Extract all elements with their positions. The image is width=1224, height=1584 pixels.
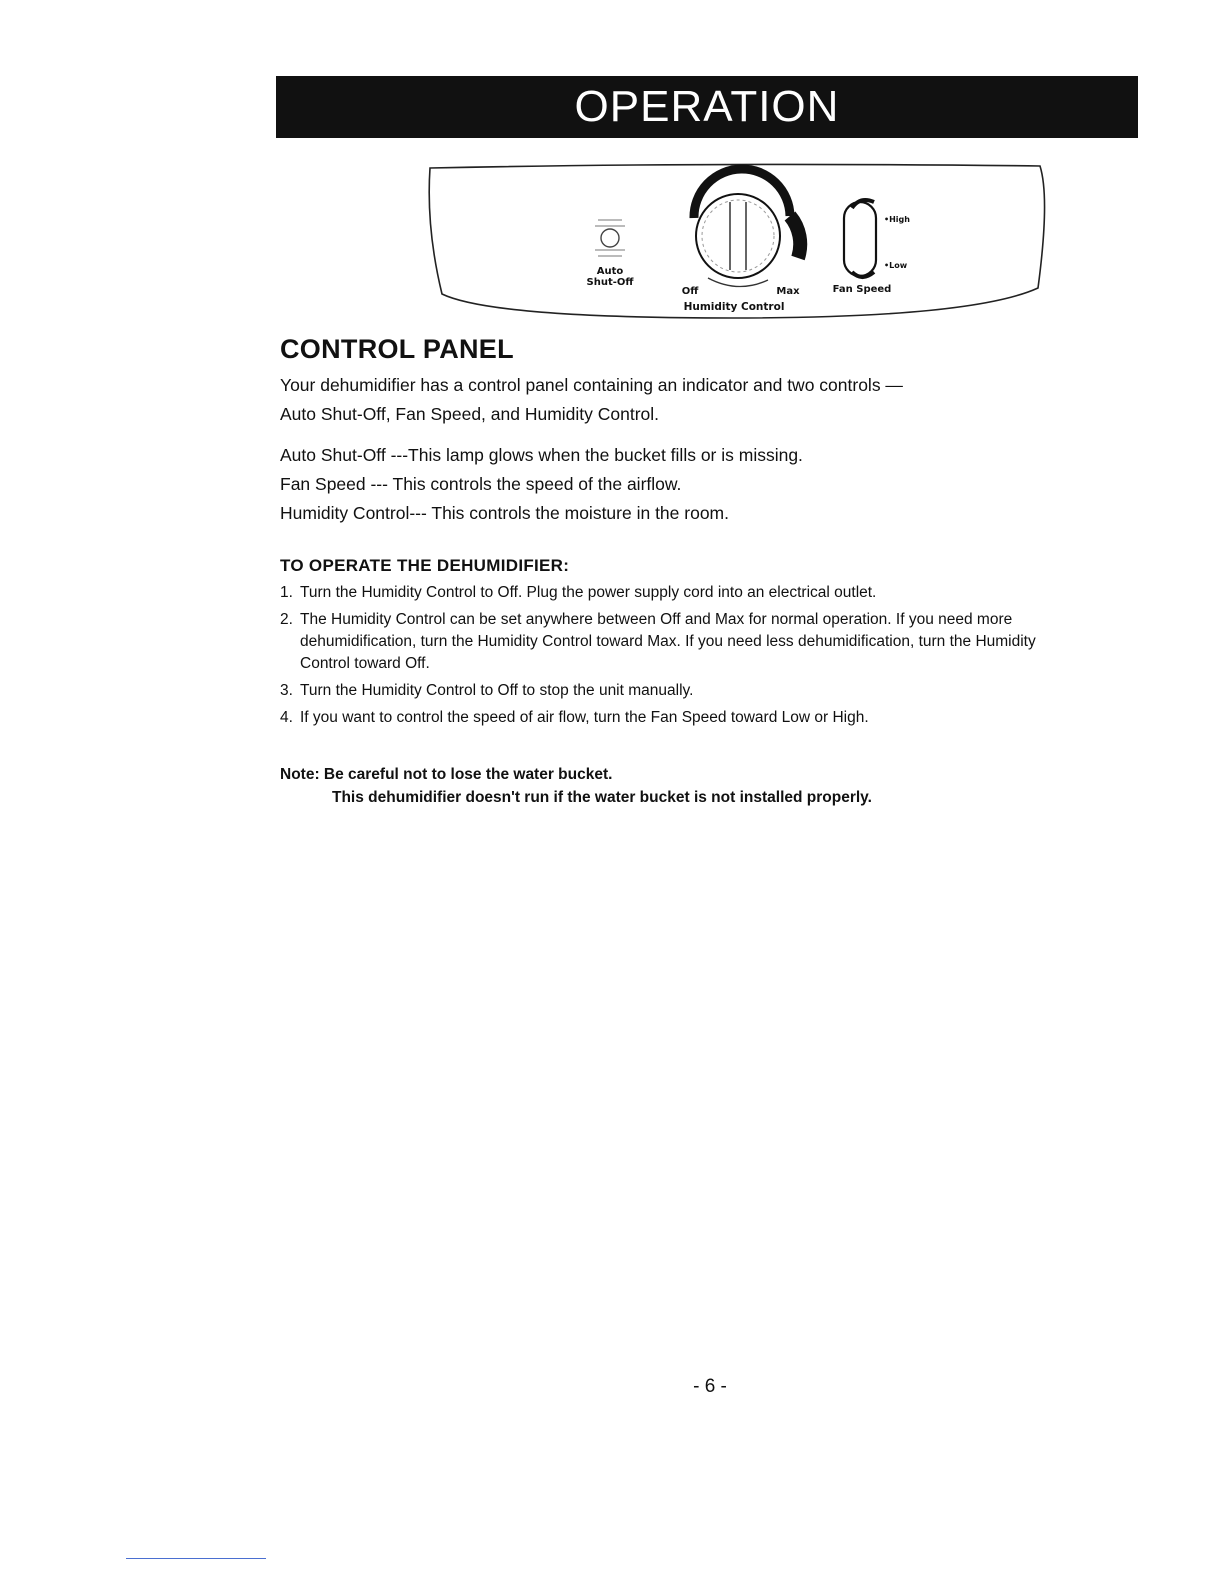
list-item bbox=[280, 707, 1040, 729]
step-number: 4. bbox=[280, 709, 293, 726]
knob-max-label: Max bbox=[776, 286, 800, 297]
control-panel-illustration bbox=[412, 158, 1052, 330]
fan-low-label: •Low bbox=[884, 261, 908, 270]
auto-shut-off-lamp-icon bbox=[595, 220, 625, 256]
list-item bbox=[280, 609, 1040, 675]
step-number: 3. bbox=[280, 682, 293, 699]
content-area bbox=[280, 334, 1040, 809]
definition-fan-speed: Fan Speed --- This controls the speed of the airflow. bbox=[280, 474, 682, 494]
humidity-knob-icon[interactable] bbox=[694, 169, 800, 287]
step-number: 1. bbox=[280, 584, 293, 601]
list-item bbox=[280, 582, 1040, 604]
fan-speed-label: Fan Speed bbox=[832, 284, 892, 295]
step-text: Turn the Humidity Control to Off to stop the unit manually. bbox=[300, 682, 694, 699]
note-block bbox=[280, 763, 1040, 809]
control-panel-drawing bbox=[412, 158, 1052, 330]
intro-paragraph bbox=[280, 371, 1040, 429]
intro-line-1: Your dehumidifier has a control panel containing an indicator and two controls — bbox=[280, 375, 903, 395]
step-text: Turn the Humidity Control to Off. Plug the power supply cord into an electrical outlet. bbox=[300, 584, 877, 601]
control-panel-heading: CONTROL PANEL bbox=[280, 334, 514, 364]
knob-off-label: Off bbox=[681, 286, 699, 297]
note-line-2: This dehumidifier doesn't run if the water bucket is not installed properly. bbox=[332, 789, 872, 806]
page-number: - 6 - bbox=[693, 1376, 727, 1397]
control-definitions bbox=[280, 441, 1040, 528]
intro-line-2: Auto Shut-Off, Fan Speed, and Humidity Control. bbox=[280, 404, 660, 424]
auto-label-line2: Shut-Off bbox=[586, 277, 634, 288]
step-number: 2. bbox=[280, 611, 293, 628]
step-text: The Humidity Control can be set anywhere between Off and Max for normal operation. If you need more dehumidification, turn the Humidity Control toward Max. If you need less dehumidification, turn the Humidity Control toward Off. bbox=[300, 611, 1036, 672]
note-line-1: Note: Be careful not to lose the water bucket. bbox=[280, 766, 613, 783]
list-item bbox=[280, 680, 1040, 702]
operate-steps bbox=[280, 582, 1040, 729]
operate-heading: TO OPERATE THE DEHUMIDIFIER: bbox=[280, 556, 570, 575]
auto-label-line1: Auto bbox=[596, 266, 624, 277]
step-text: If you want to control the speed of air flow, turn the Fan Speed toward Low or High. bbox=[300, 709, 869, 726]
footer-divider bbox=[126, 1558, 266, 1559]
definition-auto-shut-off: Auto Shut-Off ---This lamp glows when the bucket fills or is missing. bbox=[280, 445, 803, 465]
fan-high-label: •High bbox=[884, 215, 910, 224]
definition-humidity-control: Humidity Control--- This controls the moisture in the room. bbox=[280, 503, 729, 523]
humidity-control-label: Humidity Control bbox=[683, 301, 785, 313]
fan-speed-slider-icon[interactable] bbox=[844, 200, 876, 277]
section-banner: OPERATION bbox=[276, 76, 1138, 138]
